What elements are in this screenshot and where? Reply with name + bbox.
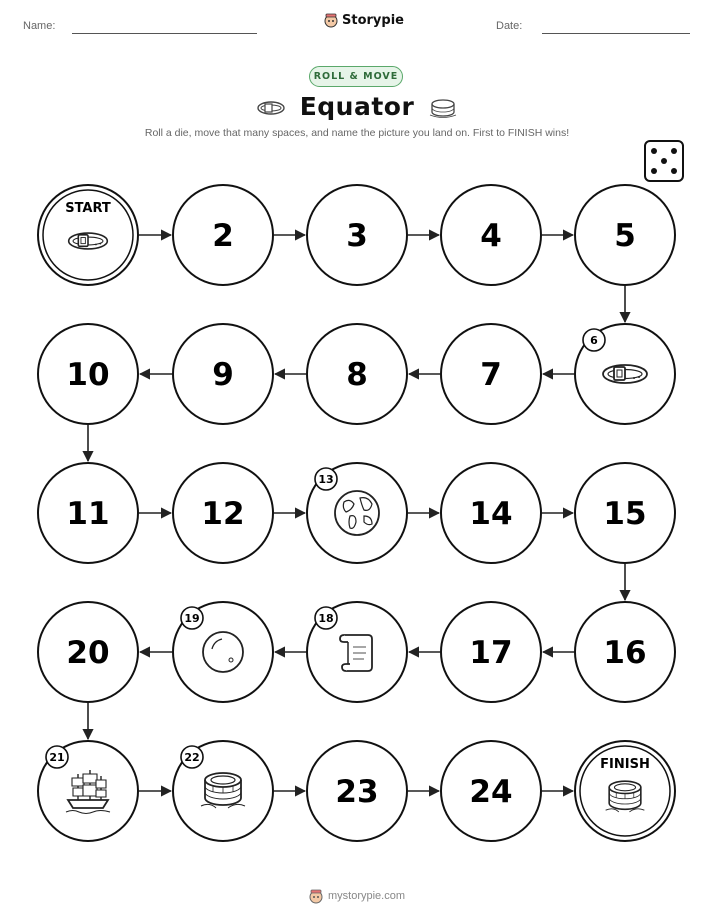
board-space[interactable]	[575, 324, 675, 424]
date-label: Date:	[496, 20, 523, 32]
space-number: 17	[469, 635, 513, 671]
die-five-icon	[645, 141, 683, 181]
board-space[interactable]	[441, 463, 541, 563]
board-space[interactable]	[575, 741, 675, 841]
board-space[interactable]	[307, 185, 407, 285]
belt-icon	[603, 365, 647, 383]
footer	[308, 888, 405, 904]
space-number: 22	[184, 751, 200, 764]
space-number: 23	[335, 774, 379, 810]
board-space[interactable]	[575, 602, 675, 702]
board-spaces	[38, 185, 675, 841]
space-label: START	[65, 201, 111, 216]
space-number: 10	[66, 357, 110, 393]
space-number: 8	[346, 357, 368, 393]
mascot-icon	[308, 888, 324, 904]
space-label: FINISH	[600, 757, 650, 772]
space-number: 9	[212, 357, 234, 393]
space-number: 2	[212, 218, 234, 254]
globe-icon	[335, 491, 379, 535]
board-space[interactable]	[307, 602, 407, 702]
board-space[interactable]	[38, 741, 138, 841]
space-number: 18	[318, 612, 334, 625]
board-space[interactable]	[575, 463, 675, 563]
space-number: 20	[66, 635, 110, 671]
space-number: 15	[603, 496, 647, 532]
space-number: 19	[184, 612, 200, 625]
space-number: 4	[480, 218, 502, 254]
board-space[interactable]	[441, 185, 541, 285]
space-number: 21	[49, 751, 65, 764]
board-space[interactable]	[441, 741, 541, 841]
board-space[interactable]	[38, 602, 138, 702]
bubble-icon	[203, 632, 243, 672]
space-number: 12	[201, 496, 245, 532]
title-text: Equator	[299, 92, 415, 121]
board-space[interactable]	[173, 602, 273, 702]
board-space[interactable]	[38, 463, 138, 563]
board-space[interactable]	[307, 463, 407, 563]
belt-icon	[69, 233, 108, 249]
space-number: 3	[346, 218, 368, 254]
board-space[interactable]	[441, 324, 541, 424]
space-number: 13	[318, 473, 334, 486]
board-space[interactable]	[575, 185, 675, 285]
board-space[interactable]	[173, 185, 273, 285]
board-space[interactable]	[38, 324, 138, 424]
space-number: 7	[480, 357, 502, 393]
space-number: 24	[469, 774, 513, 810]
space-number: 5	[614, 218, 636, 254]
space-number: 16	[603, 635, 647, 671]
board-space[interactable]	[307, 741, 407, 841]
footer-url: mystorypie.com	[328, 890, 406, 902]
brand-name: Storypie	[342, 12, 404, 28]
game-type-badge: ROLL & MOVE	[309, 66, 403, 87]
board-space[interactable]	[173, 741, 273, 841]
board-space[interactable]	[441, 602, 541, 702]
name-label: Name:	[23, 20, 56, 32]
space-number: 11	[66, 496, 110, 532]
space-number: 6	[590, 334, 598, 347]
instructions: Roll a die, move that many spaces, and name the picture you land on. First to FINISH wins!	[144, 127, 570, 139]
board-space[interactable]	[38, 185, 138, 285]
board-space[interactable]	[173, 324, 273, 424]
board-space[interactable]	[173, 463, 273, 563]
space-number: 14	[469, 496, 513, 532]
board-space[interactable]	[307, 324, 407, 424]
